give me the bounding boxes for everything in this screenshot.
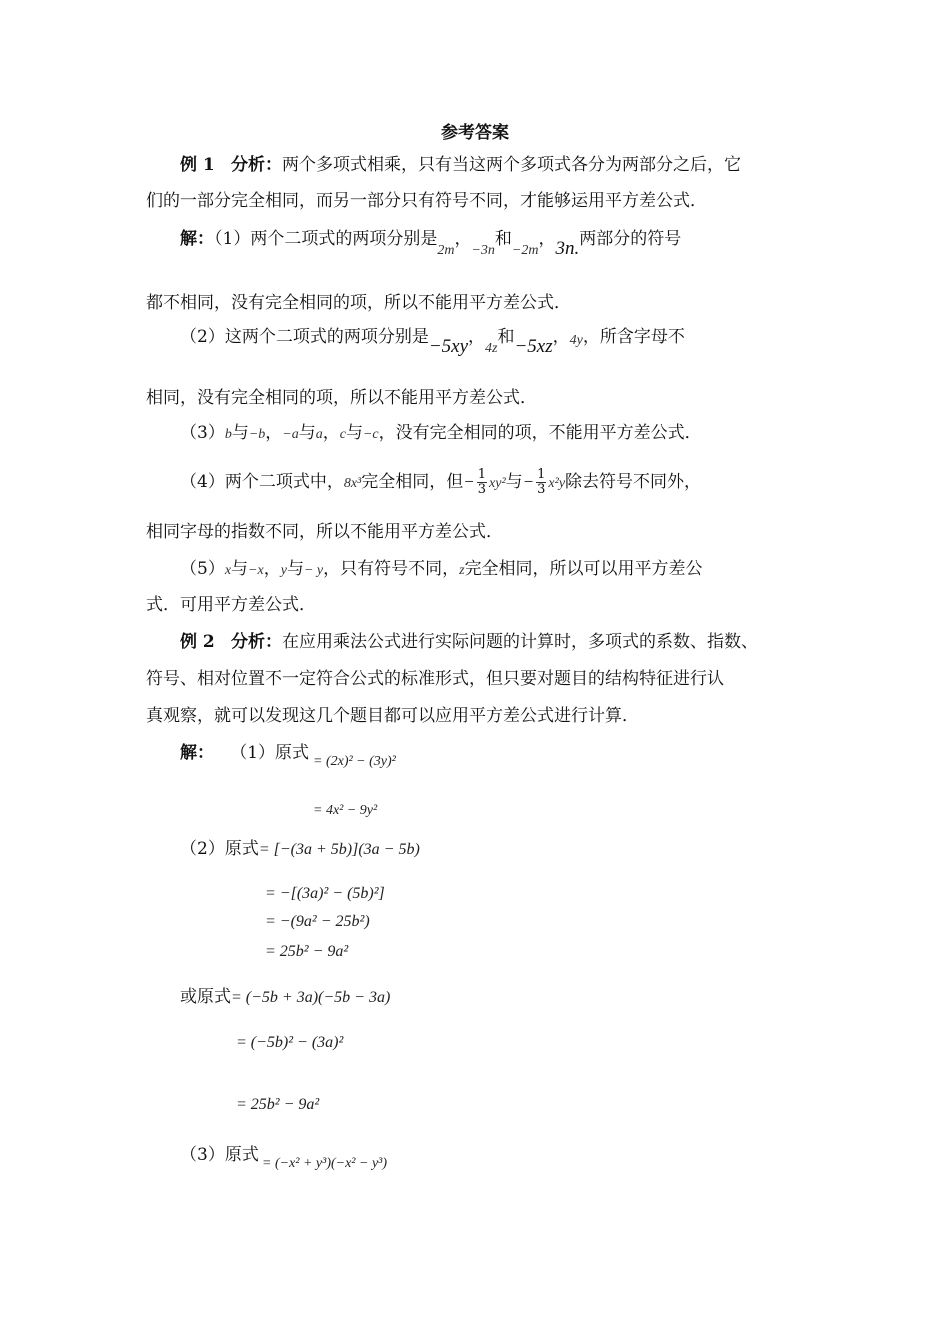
comma: ， <box>263 559 281 579</box>
math-3n: 3n. <box>555 238 580 259</box>
ex1-p4-text1: 完全相同，但 <box>361 472 464 492</box>
math-neg-y: − y <box>303 563 324 578</box>
math-4z: 4z <box>485 341 498 356</box>
ex1-p2-line1 <box>180 326 685 357</box>
ex2-q3-eq1: = (−x² + y³)(−x² − y³) <box>262 1156 388 1171</box>
word-yu: 与 <box>298 423 316 443</box>
ex1-p5-line1 <box>180 558 703 582</box>
math-2m: 2m <box>437 243 455 258</box>
ex2-alt-eq2: = (−5b)² − (3a)² <box>236 1034 344 1051</box>
fraction-denominator: 3 <box>537 482 546 497</box>
ex2-sol-label: 解： <box>180 743 214 763</box>
fraction-denominator: 3 <box>477 482 487 497</box>
ex2-alt-label: 或原式 <box>180 987 231 1007</box>
ex1-label: 例 1 <box>180 155 215 175</box>
math-minus: − <box>463 472 475 491</box>
ex1-p2-line2: 相同，没有完全相同的项，所以不能用平方差公式． <box>146 388 537 408</box>
ex2-q1-line <box>180 742 309 764</box>
comma: ， <box>468 327 486 347</box>
ex1-p4-prefix: （4）两个二项式中， <box>180 472 344 492</box>
comma: ， <box>265 423 283 443</box>
math-z: z <box>459 563 465 578</box>
math-neg5xy: −5xy <box>428 336 469 357</box>
math-minus: − <box>522 472 535 491</box>
math-xy2: xy² <box>489 476 506 491</box>
math-neg-a: −a <box>282 427 299 442</box>
word-yu: 与 <box>505 472 523 492</box>
ex1-p4-suffix: 除去符号不同外， <box>565 472 702 492</box>
math-b: b <box>224 427 232 442</box>
ex1-p2-prefix: （2）这两个二项式的两项分别是 <box>180 327 429 347</box>
ex1-p1-suffix: 两部分的符号 <box>579 229 682 249</box>
ex1-sol-label: 解： <box>180 229 214 249</box>
fraction-one-third <box>477 468 487 497</box>
ex1-analysis-text1: 两个多项式相乘，只有当这两个多项式各分为两部分之后，它 <box>281 155 741 175</box>
ex2-q2-line <box>180 838 420 861</box>
math-8x3: 8x³ <box>343 476 362 491</box>
ex1-analysis-line1 <box>180 154 741 176</box>
ex2-q3-label: （3）原式 <box>180 1145 259 1165</box>
ex2-alt-eq3: = 25b² − 9a² <box>236 1096 320 1113</box>
ex2-q2-label: （2）原式 <box>180 839 259 859</box>
ex2-q2-eq4: = 25b² − 9a² <box>265 943 349 960</box>
ex2-q1-eq1: = (2x)² − (3y)² <box>313 754 396 769</box>
ex1-p5-text3: ，只有符号不同， <box>323 559 460 579</box>
math-4y: 4y <box>569 333 583 348</box>
fraction-numerator: 1 <box>477 467 487 482</box>
ex1-p2-suffix: ，所含字母不 <box>582 327 685 347</box>
math-x2y: x²y <box>548 476 566 491</box>
fraction-numerator: 1 <box>537 467 546 482</box>
word-yu: 与 <box>286 559 304 579</box>
ex1-p3-prefix: （3） <box>180 423 225 443</box>
ex2-q2-eq3: = −(9a² − 25b²) <box>265 913 370 930</box>
ex1-analysis-line2: 们的一部分完全相同，而另一部分只有符号不同，才能够运用平方差公式． <box>146 191 707 211</box>
ex1-p5-prefix: （5） <box>180 559 225 579</box>
ex2-q3-line <box>180 1144 259 1166</box>
ex1-analysis-label: 分析： <box>230 155 282 175</box>
ex1-p1-prefix: （1）两个二项式的两项分别是 <box>214 229 438 249</box>
ex2-analysis-text1: 在应用乘法公式进行实际问题的计算时，多项式的系数、指数、 <box>281 632 758 652</box>
ex1-p5-line2: 式．可用平方差公式． <box>146 595 316 615</box>
math-neg-b: −b <box>248 427 266 442</box>
math-neg3n: −3n <box>471 243 495 258</box>
math-x: x <box>224 563 232 578</box>
ex2-q2-eq2: = −[(3a)² − (5b)²] <box>265 885 385 902</box>
comma: ， <box>538 229 556 249</box>
word-he: 和 <box>497 327 515 347</box>
ex2-q2-eq1: = [−(3a + 5b)](3a − 5b) <box>258 841 420 858</box>
comma: ， <box>322 423 340 443</box>
math-y: y <box>280 563 287 578</box>
math-neg-x: −x <box>248 563 264 578</box>
word-he: 和 <box>494 229 512 249</box>
ex2-analysis-line2: 符号、相对位置不一定符合公式的标准形式，但只要对题目的结构特征进行认 <box>146 669 724 689</box>
word-yu: 与 <box>231 559 249 579</box>
math-neg2m: −2m <box>511 243 539 258</box>
comma: ， <box>552 327 570 347</box>
ex2-q1-label: （1）原式 <box>230 743 310 763</box>
comma: ， <box>454 229 472 249</box>
page-title: 参考答案 <box>441 123 509 143</box>
ex1-p3-line <box>180 422 702 446</box>
math-neg5xz: −5xz <box>514 336 553 357</box>
math-c: c <box>339 427 346 442</box>
ex2-q1-eq2: = 4x² − 9y² <box>313 803 378 818</box>
ex1-p1-line1 <box>180 228 682 259</box>
ex1-p4-line2: 相同字母的指数不同，所以不能用平方差公式． <box>146 522 503 542</box>
word-yu: 与 <box>231 423 249 443</box>
ex1-p3-suffix: ，没有完全相同的项，不能用平方差公式． <box>378 423 702 443</box>
math-a: a <box>315 427 323 442</box>
ex2-analysis-line1 <box>180 631 758 653</box>
ex1-p1-line2: 都不相同，没有完全相同的项，所以不能用平方差公式． <box>146 293 571 313</box>
math-neg-c: −c <box>362 427 379 442</box>
ex2-analysis-line3: 真观察，就可以发现这几个题目都可以应用平方差公式进行计算． <box>146 706 639 726</box>
fraction-one-third <box>536 468 546 497</box>
ex2-label: 例 2 <box>180 632 215 652</box>
ex2-alt-eq1: = (−5b + 3a)(−5b − 3a) <box>231 989 391 1006</box>
ex2-alt-line <box>180 986 390 1009</box>
ex2-analysis-label: 分析： <box>230 632 282 652</box>
word-yu: 与 <box>345 423 363 443</box>
ex1-p5-suffix: 完全相同，所以可以用平方差公 <box>464 559 703 579</box>
ex1-p4-line1 <box>180 468 701 497</box>
